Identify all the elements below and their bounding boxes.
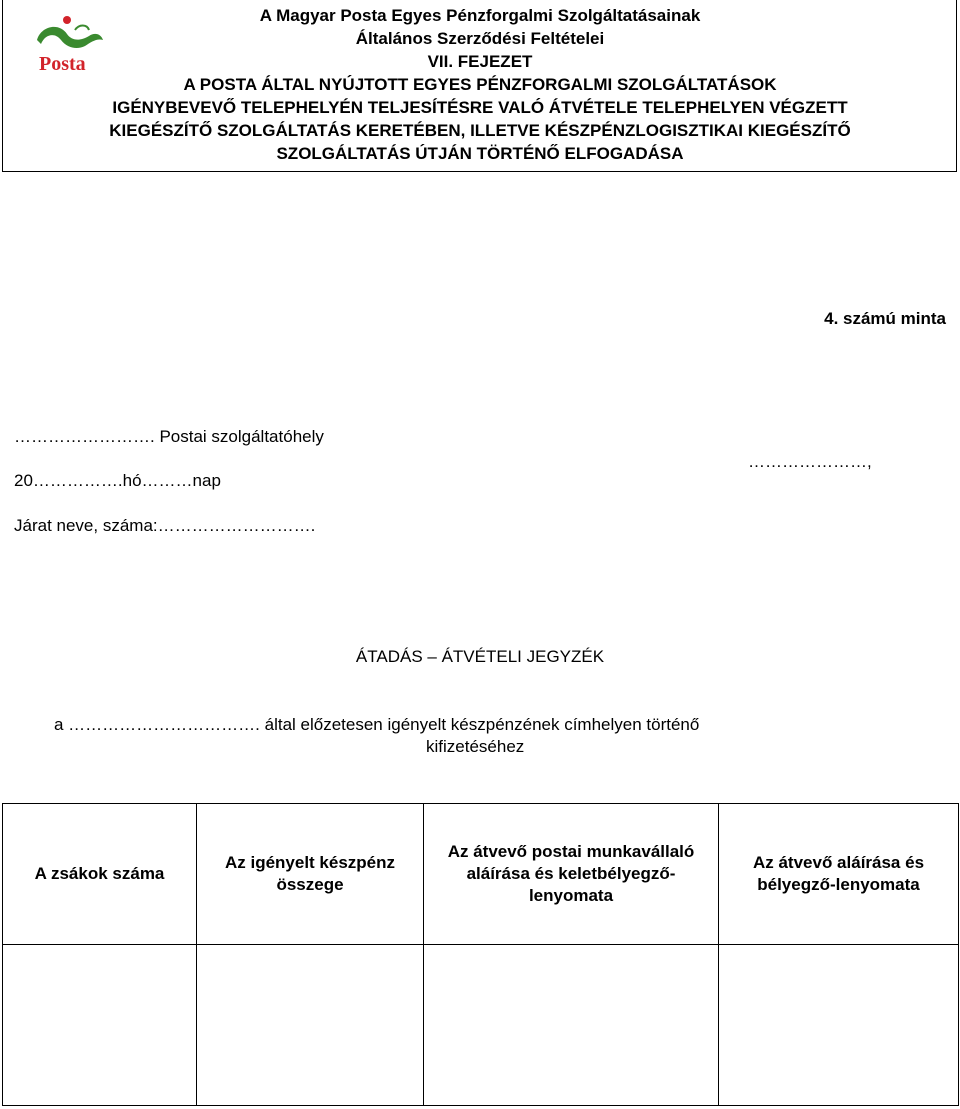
logo-wordmark: Posta xyxy=(39,53,86,75)
table-row xyxy=(3,945,959,1106)
purpose-line-2: kifizetéséhez xyxy=(426,737,525,756)
header-line: Általános Szerződési Feltételei xyxy=(355,29,605,48)
document-title: ÁTADÁS – ÁTVÉTELI JEGYZÉK xyxy=(355,647,605,666)
header-line: KIEGÉSZÍTŐ SZOLGÁLTATÁS KERETÉBEN, ILLETVE KÉSZPÉNZLOGISZTIKAI KIEGÉSZÍTŐ xyxy=(109,121,851,140)
header-line: A Magyar Posta Egyes Pénzforgalmi Szolgáltatásainak xyxy=(259,6,701,25)
header-line: IGÉNYBEVEVŐ TELEPHELYÉN TELJESÍTÉSRE VALÓ ÁTVÉTELE TELEPHELYEN VÉGZETT xyxy=(112,98,848,117)
column-header-postal-signature: Az átvevő postai munkavállaló aláírása és keletbélyegző-lenyomata xyxy=(424,804,719,945)
cell-bags[interactable] xyxy=(3,945,197,1106)
header-line: A POSTA ÁLTAL NYÚJTOTT EGYES PÉNZFORGALMI SZOLGÁLTATÁSOK xyxy=(183,75,777,94)
service-point-field: ……………………. Postai szolgáltatóhely xyxy=(14,427,324,446)
header-line: SZOLGÁLTATÁS ÚTJÁN TÖRTÉNŐ ELFOGADÁSA xyxy=(276,144,684,163)
cell-postal-signature[interactable] xyxy=(424,945,719,1106)
route-field: Járat neve, száma:………………………. xyxy=(14,516,316,535)
document-header xyxy=(0,4,960,165)
place-field: …………………, xyxy=(748,452,872,471)
cell-recipient-signature[interactable] xyxy=(719,945,959,1106)
column-header-recipient-signature: Az átvevő aláírása és bélyegző-lenyomata xyxy=(719,804,959,945)
sample-number: 4. számú minta xyxy=(824,309,946,328)
purpose-text xyxy=(54,714,934,758)
date-field: 20…………….hó………nap xyxy=(14,471,221,490)
header-line: VII. FEJEZET xyxy=(427,52,533,71)
purpose-line-1: a ……………………………. által előzetesen igényelt készpénzének címhelyen történő xyxy=(54,715,700,734)
column-header-amount: Az igényelt készpénz összege xyxy=(197,804,424,945)
column-header-bags: A zsákok száma xyxy=(3,804,197,945)
handover-table xyxy=(2,803,959,1106)
cell-amount[interactable] xyxy=(197,945,424,1106)
table-header-row xyxy=(3,804,959,945)
